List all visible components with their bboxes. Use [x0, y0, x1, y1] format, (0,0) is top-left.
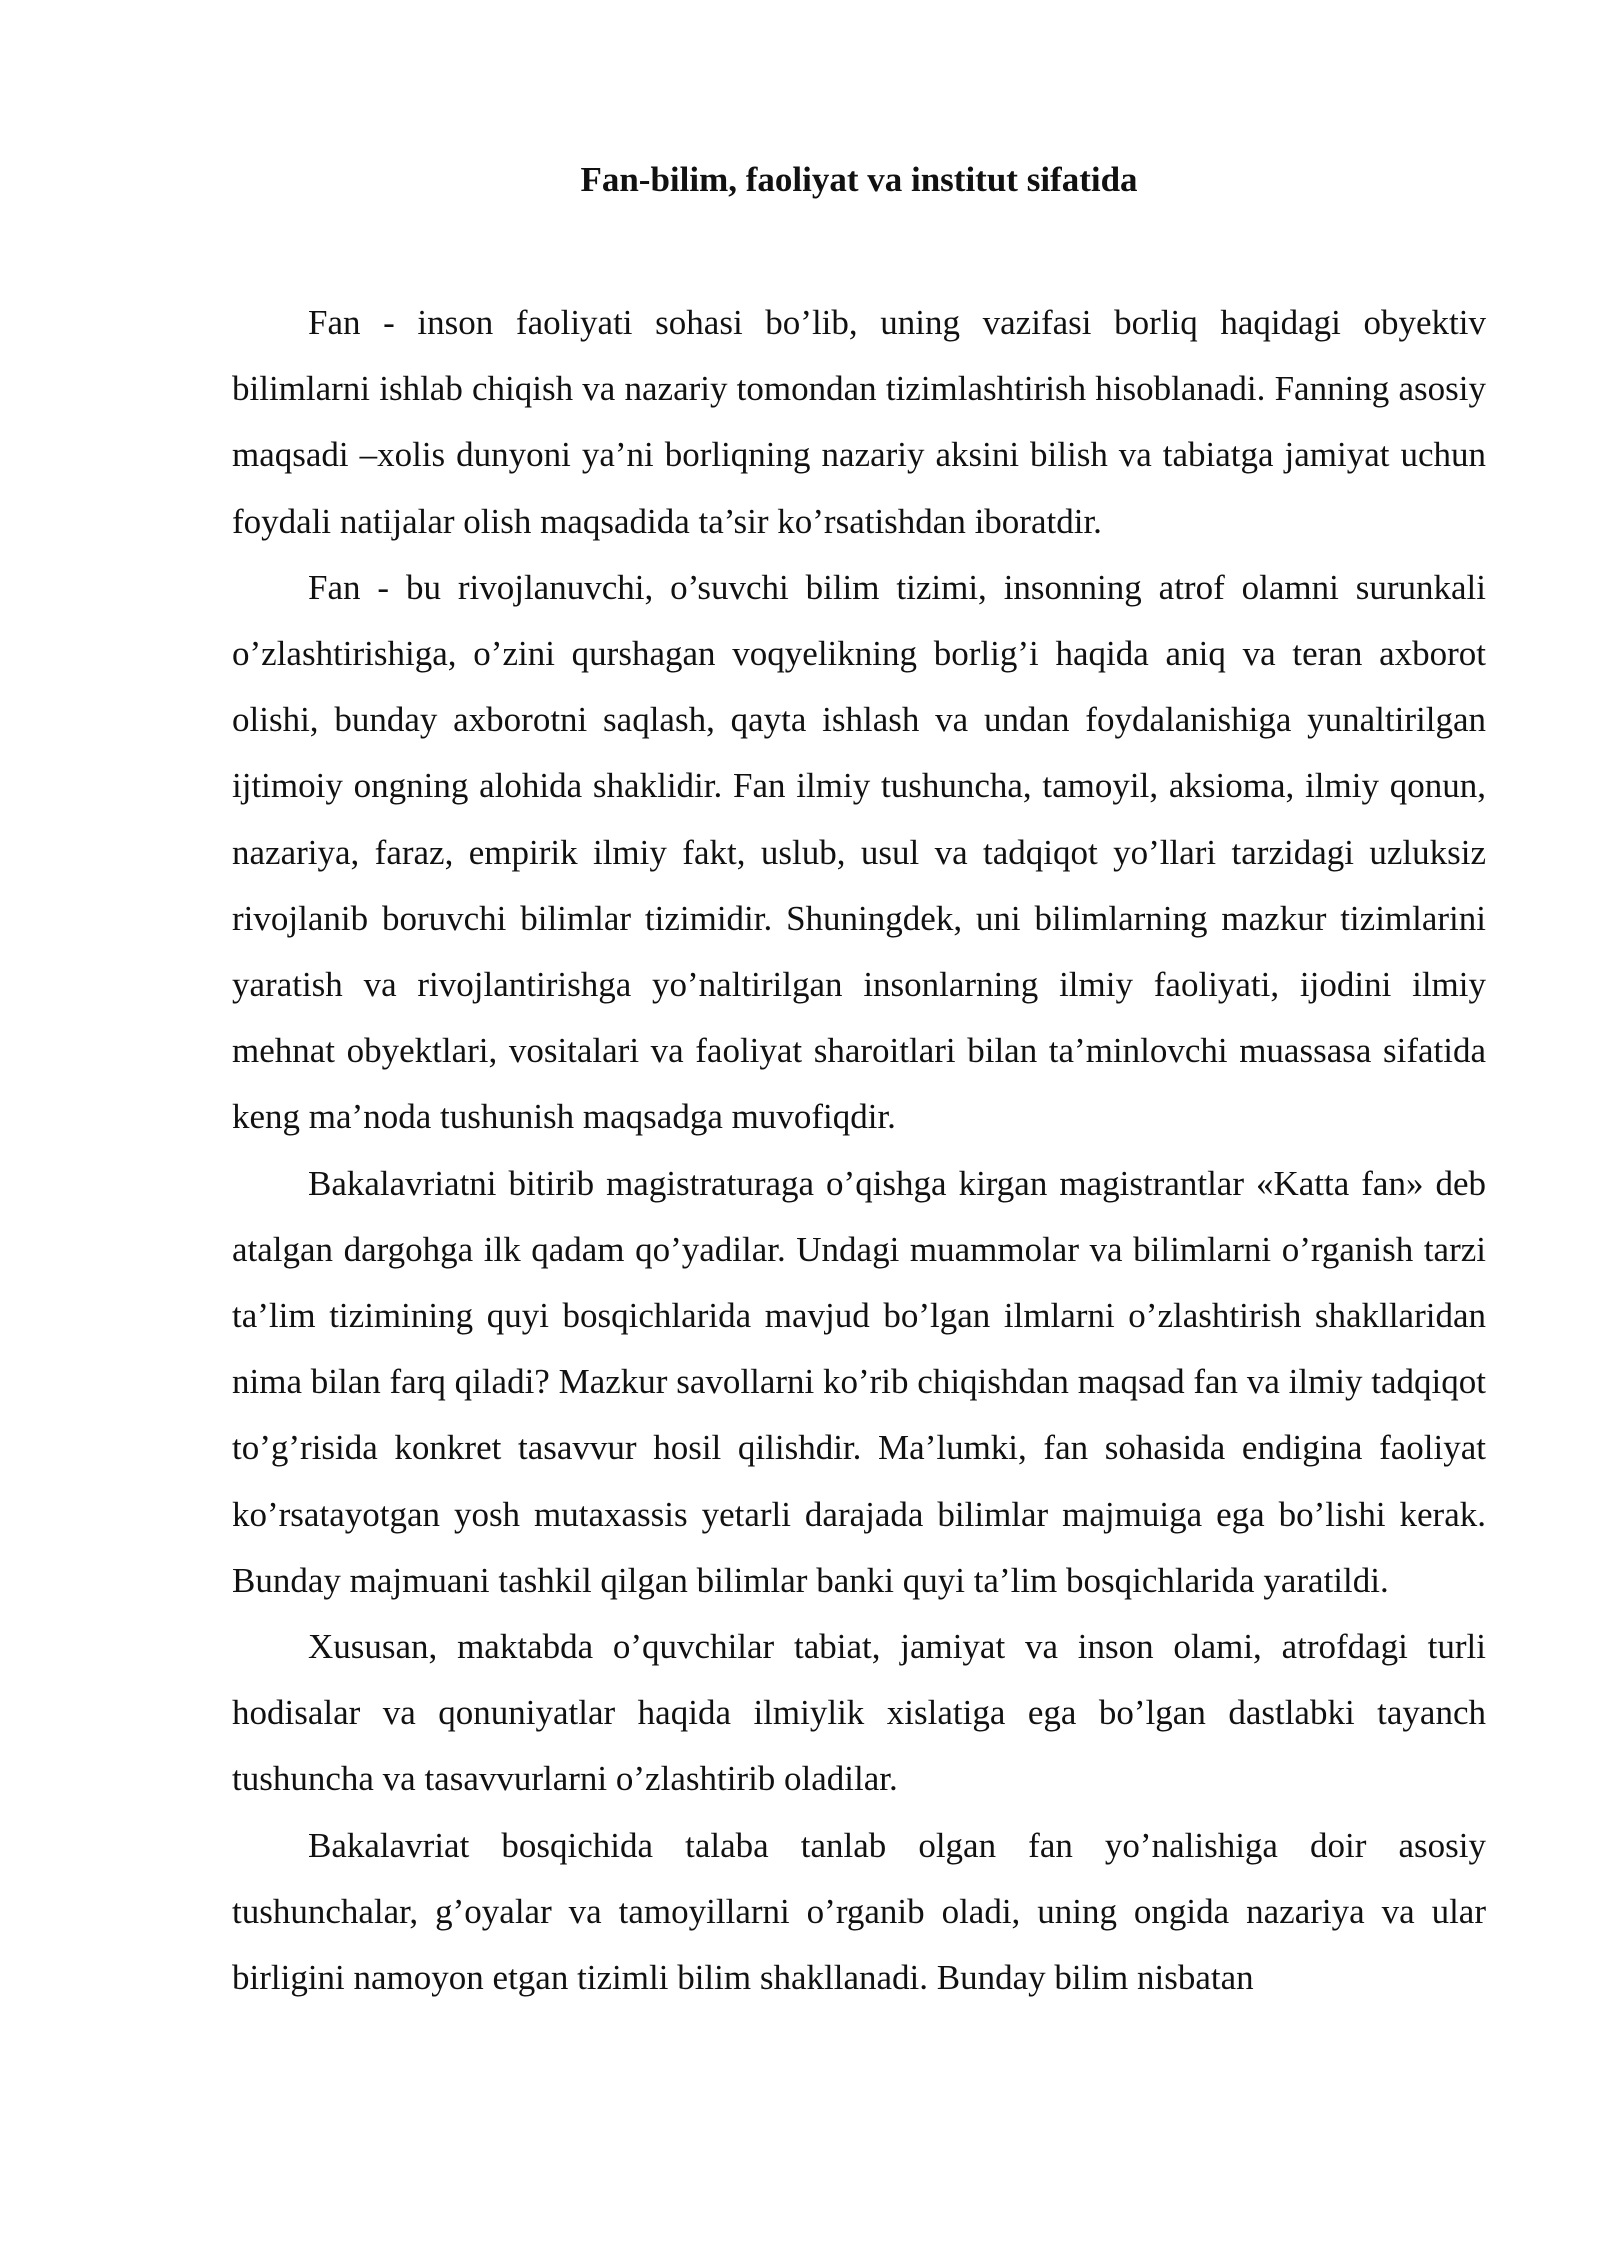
paragraph-3: Bakalavriatni bitirib magistraturaga o’qishga kirgan magistrantlar «Katta fan» deb atalgan dargohga ilk qadam qo’yadilar. Undagi muammolar va bilimlarni o’rganish tarzi ta’lim tizimining quyi bosqichlarida mavjud bo’lgan ilmlarni o’zlashtirish shakllaridan nima bilan farq qiladi? Mazkur savollarni ko’rib chiqishdan maqsad fan va ilmiy tadqiqot to’g’risida konkret tasavvur hosil qilishdir. Ma’lumki, fan sohasida endigina faoliyat ko’rsatayotgan yosh mutaxassis yetarli darajada bilimlar majmuiga ega bo’lishi kerak. Bunday majmuani tashkil qilgan bilimlar banki quyi ta’lim bosqichlarida yaratildi. [232, 1163, 1486, 1600]
paragraph-1: Fan - inson faoliyati sohasi bo’lib, uning vazifasi borliq haqidagi obyektiv bilimlarni ishlab chiqish va nazariy tomondan tizimlashtirish hisoblanadi. Fanning asosiy maqsadi –xolis dunyoni ya’ni borliqning nazariy aksini bilish va tabiatga jamiyat uchun foydali natijalar olish maqsadida ta’sir ko’rsatishdan iboratdir. [232, 303, 1486, 541]
paragraph-4: Xususan, maktabda o’quvchilar tabiat, jamiyat va inson olami, atrofdagi turli hodisalar va qonuniyatlar haqida ilmiylik xislatiga ega bo’lgan dastlabki tayanch tushuncha va tasavvurlarni o’zlashtirib oladilar. [232, 1627, 1486, 1799]
paragraph-5: Bakalavriat bosqichida talaba tanlab olgan fan yo’nalishiga doir asosiy tushunchalar, g’oyalar va tamoyillarni o’rganib oladi, uning ongida nazariya va ular birligini namoyon etgan tizimli bilim shakllanadi. Bunday bilim nisbatan [232, 1825, 1486, 1998]
document-page [232, 140, 1486, 2011]
document-title: Fan-bilim, faoliyat va institut sifatida [580, 160, 1138, 199]
paragraph-2: Fan - bu rivojlanuvchi, o’suvchi bilim tizimi, insonning atrof olamni surunkali o’zlashtirishiga, o’zini qurshagan voqyelikning borlig’i haqida aniq va teran axborot olishi, bunday axborotni saqlash, qayta ishlash va undan foydalanishiga yunaltirilgan ijtimoiy ongning alohida shaklidir. Fan ilmiy tushuncha, tamoyil, aksioma, ilmiy qonun, nazariya, faraz, empirik ilmiy fakt, uslub, usul va tadqiqot yo’llari tarzidagi uzluksiz rivojlanib boruvchi bilimlar tizimidir. Shuningdek, uni bilimlarning mazkur tizimlarini yaratish va rivojlantirishga yo’naltirilgan insonlarning ilmiy faoliyati, ijodini ilmiy mehnat obyektlari, vositalari va faoliyat sharoitlari bilan ta’minlovchi muassasa sifatida keng ma’noda tushunish maqsadga muvofiqdir. [232, 567, 1486, 1137]
